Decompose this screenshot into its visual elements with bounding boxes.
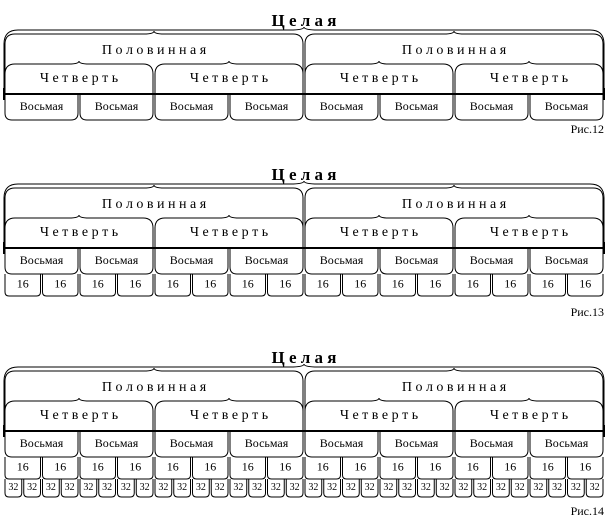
whole-label: Ц е л а я	[271, 11, 337, 30]
16th-label: 16	[391, 276, 404, 291]
eighth-label: Восьмая	[19, 253, 64, 268]
quarter-label: Ч е т в е р т ь	[489, 225, 569, 240]
eighth-label: Восьмая	[544, 99, 589, 114]
32nd-label: 32	[477, 482, 488, 494]
eighth-label: Восьмая	[394, 253, 439, 268]
eighth-label: Восьмая	[544, 436, 589, 451]
eighth-label: Восьмая	[94, 253, 139, 268]
32nd-label: 32	[252, 482, 263, 494]
eighth-label: Восьмая	[394, 99, 439, 114]
32nd-label: 32	[383, 482, 394, 494]
half-label: П о л о в и н н а я	[101, 43, 207, 58]
32nd-label: 32	[289, 482, 300, 494]
16th-label: 16	[91, 459, 104, 474]
eighth-label: Восьмая	[94, 436, 139, 451]
32nd-label: 32	[177, 482, 188, 494]
32nd-label: 32	[83, 482, 94, 494]
16th-label: 16	[166, 459, 179, 474]
level-32nd	[5, 479, 603, 497]
32nd-label: 32	[514, 482, 525, 494]
eighth-label: Восьмая	[94, 99, 139, 114]
16th-label: 16	[54, 459, 67, 474]
16th-label: 16	[166, 276, 179, 291]
figure-3	[4, 348, 604, 518]
figure-caption: Рис.14	[570, 504, 604, 518]
eighth-label: Восьмая	[319, 436, 364, 451]
half-label: П о л о в и н н а я	[101, 380, 207, 395]
16th-label: 16	[579, 459, 592, 474]
quarter-label: Ч е т в е р т ь	[189, 408, 269, 423]
32nd-label: 32	[308, 482, 319, 494]
32nd-label: 32	[533, 482, 544, 494]
level-16th	[5, 274, 603, 296]
32nd-label: 32	[45, 482, 56, 494]
whole-label: Ц е л а я	[271, 165, 337, 184]
eighth-label: Восьмая	[244, 99, 289, 114]
16th-label: 16	[204, 459, 217, 474]
16th-label: 16	[16, 459, 29, 474]
32nd-label: 32	[552, 482, 563, 494]
eighth-label: Восьмая	[244, 436, 289, 451]
eighth-label: Восьмая	[469, 99, 514, 114]
half-label: П о л о в и н н а я	[101, 197, 207, 212]
16th-label: 16	[241, 459, 254, 474]
32nd-label: 32	[158, 482, 169, 494]
level-quarter	[5, 61, 603, 94]
32nd-label: 32	[589, 482, 600, 494]
eighth-label: Восьмая	[169, 99, 214, 114]
figure-caption: Рис.13	[570, 305, 604, 319]
32nd-label: 32	[458, 482, 469, 494]
32nd-label: 32	[64, 482, 75, 494]
level-eighth	[5, 248, 603, 274]
32nd-label: 32	[233, 482, 244, 494]
quarter-label: Ч е т в е р т ь	[489, 71, 569, 86]
32nd-label: 32	[270, 482, 281, 494]
eighth-label: Восьмая	[19, 99, 64, 114]
level-quarter	[5, 398, 603, 431]
quarter-label: Ч е т в е р т ь	[39, 408, 119, 423]
32nd-label: 32	[345, 482, 356, 494]
32nd-label: 32	[139, 482, 150, 494]
figure-1	[4, 11, 604, 136]
16th-label: 16	[466, 276, 479, 291]
16th-label: 16	[354, 459, 367, 474]
eighth-label: Восьмая	[319, 253, 364, 268]
16th-label: 16	[429, 459, 442, 474]
16th-label: 16	[129, 276, 142, 291]
whole-label: Ц е л а я	[271, 348, 337, 367]
16th-label: 16	[54, 276, 67, 291]
eighth-label: Восьмая	[544, 253, 589, 268]
16th-label: 16	[279, 459, 292, 474]
quarter-label: Ч е т в е р т ь	[489, 408, 569, 423]
quarter-label: Ч е т в е р т ь	[339, 71, 419, 86]
16th-label: 16	[541, 459, 554, 474]
figure-caption: Рис.12	[570, 122, 604, 136]
quarter-label: Ч е т в е р т ь	[339, 408, 419, 423]
16th-label: 16	[429, 276, 442, 291]
16th-label: 16	[279, 276, 292, 291]
eighth-label: Восьмая	[469, 253, 514, 268]
16th-label: 16	[504, 276, 517, 291]
16th-label: 16	[241, 276, 254, 291]
16th-label: 16	[391, 459, 404, 474]
16th-label: 16	[504, 459, 517, 474]
16th-label: 16	[129, 459, 142, 474]
32nd-label: 32	[420, 482, 431, 494]
eighth-label: Восьмая	[469, 436, 514, 451]
eighth-label: Восьмая	[169, 436, 214, 451]
16th-label: 16	[579, 276, 592, 291]
16th-label: 16	[316, 459, 329, 474]
16th-label: 16	[16, 276, 29, 291]
32nd-label: 32	[364, 482, 375, 494]
half-label: П о л о в и н н а я	[401, 197, 507, 212]
32nd-label: 32	[8, 482, 19, 494]
32nd-label: 32	[102, 482, 113, 494]
16th-label: 16	[354, 276, 367, 291]
32nd-label: 32	[327, 482, 338, 494]
32nd-label: 32	[195, 482, 206, 494]
16th-label: 16	[466, 459, 479, 474]
32nd-label: 32	[214, 482, 225, 494]
eighth-label: Восьмая	[19, 436, 64, 451]
level-eighth	[5, 431, 603, 457]
quarter-label: Ч е т в е р т ь	[39, 225, 119, 240]
16th-label: 16	[541, 276, 554, 291]
32nd-label: 32	[120, 482, 131, 494]
16th-label: 16	[91, 276, 104, 291]
32nd-label: 32	[495, 482, 506, 494]
16th-label: 16	[204, 276, 217, 291]
quarter-label: Ч е т в е р т ь	[339, 225, 419, 240]
16th-label: 16	[316, 276, 329, 291]
level-16th	[5, 457, 603, 479]
32nd-label: 32	[570, 482, 581, 494]
eighth-label: Восьмая	[394, 436, 439, 451]
figure-2	[4, 165, 604, 319]
32nd-label: 32	[402, 482, 413, 494]
eighth-label: Восьмая	[319, 99, 364, 114]
quarter-label: Ч е т в е р т ь	[39, 71, 119, 86]
half-label: П о л о в и н н а я	[401, 43, 507, 58]
eighth-label: Восьмая	[244, 253, 289, 268]
half-label: П о л о в и н н а я	[401, 380, 507, 395]
level-quarter	[5, 215, 603, 248]
level-eighth	[5, 94, 603, 120]
32nd-label: 32	[27, 482, 38, 494]
quarter-label: Ч е т в е р т ь	[189, 225, 269, 240]
32nd-label: 32	[439, 482, 450, 494]
eighth-label: Восьмая	[169, 253, 214, 268]
quarter-label: Ч е т в е р т ь	[189, 71, 269, 86]
